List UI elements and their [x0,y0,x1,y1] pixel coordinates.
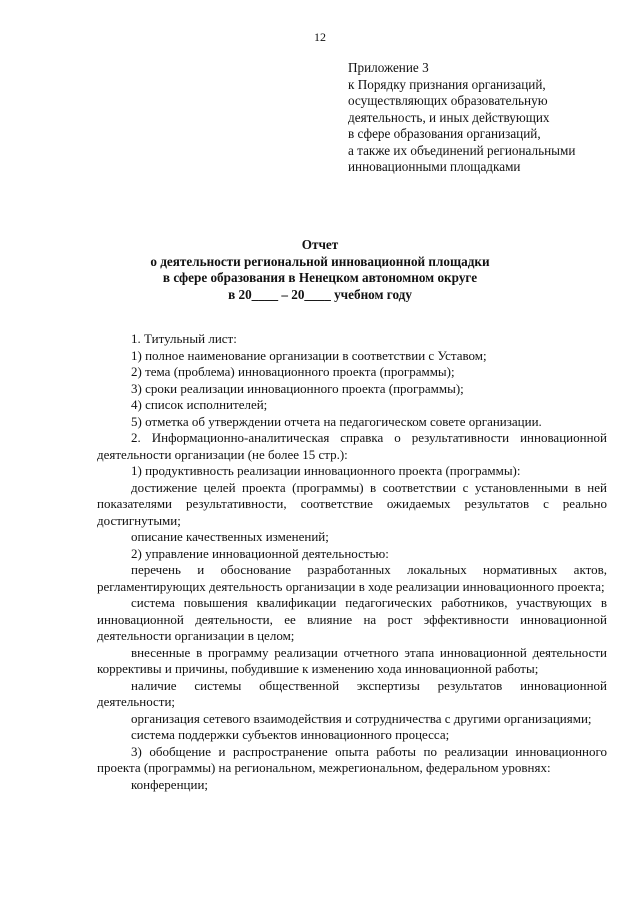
paragraph: 2) управление инновационной деятельностью: [131,545,389,561]
paragraph: система поддержки субъектов инновационного процесса; [131,727,450,742]
paragraph: 2) тема (проблема) инновационного проекта (программы); [131,364,455,379]
appendix-line: Приложение 3 [348,60,429,75]
paragraph: достижение целей проекта (программы) в соответствии с установленными в ней показателями результативности, соответствие ожидаемых результатов с реально достигнутыми; [97,479,607,528]
appendix-line: в сфере образования организаций, [348,126,541,141]
appendix-line: деятельность, и иных действующих [348,109,550,125]
paragraph: конференции; [131,776,209,792]
paragraph: организация сетевого взаимодействия и сотрудничества с другими организациями; [131,710,592,726]
paragraph: 3) сроки реализации инновационного проекта (программы); [131,380,464,396]
paragraph: 2. Информационно-аналитическая справка о результативности инновационной деятельности организации (не более 15 стр.): [97,430,607,462]
title-line: в 20____ – 20____ учебном году [228,286,412,302]
document-title [0,237,640,303]
paragraph: система повышения квалификации педагогических работников, участвующих в инновационной деятельности, ее влияние на рост эффективности инновационной деятельности организации в целом; [97,595,607,643]
paragraph: 1. Титульный лист: [131,331,237,346]
title-line: о деятельности региональной инновационной площадки [150,253,490,269]
paragraph: 3) обобщение и распространение опыта работы по реализации инновационного проекта (программы) на региональном, межрегиональном, федеральном уровнях: [97,743,607,775]
paragraph: 1) полное наименование организации в соответствии с Уставом; [131,347,487,363]
page-number: 12 [314,30,326,44]
title-line: Отчет [301,237,339,252]
title-line: в сфере образования в Ненецком автономном округе [162,270,478,285]
appendix-block [348,60,618,176]
paragraph: наличие системы общественной экспертизы результатов инновационной деятельности; [97,677,607,709]
report-body [97,331,607,793]
paragraph: описание качественных изменений; [131,529,329,544]
appendix-line: инновационными площадками [348,159,521,174]
appendix-line: к Порядку признания организаций, [348,76,546,92]
appendix-line: осуществляющих образовательную [348,93,548,108]
paragraph: перечень и обоснование разработанных локальных нормативных актов, регламентирующих деятельность организации в ходе реализации инновационного проекта; [97,562,607,594]
paragraph: 1) продуктивность реализации инновационного проекта (программы): [131,463,521,478]
appendix-line: а также их объединений региональными [348,142,576,158]
paragraph: внесенные в программу реализации отчетного этапа инновационной деятельности коррективы и причины, побудившие к изменению хода инновационной работы; [97,644,607,676]
paragraph: 5) отметка об утверждении отчета на педагогическом совете организации. [131,413,542,429]
paragraph: 4) список исполнителей; [131,397,268,412]
